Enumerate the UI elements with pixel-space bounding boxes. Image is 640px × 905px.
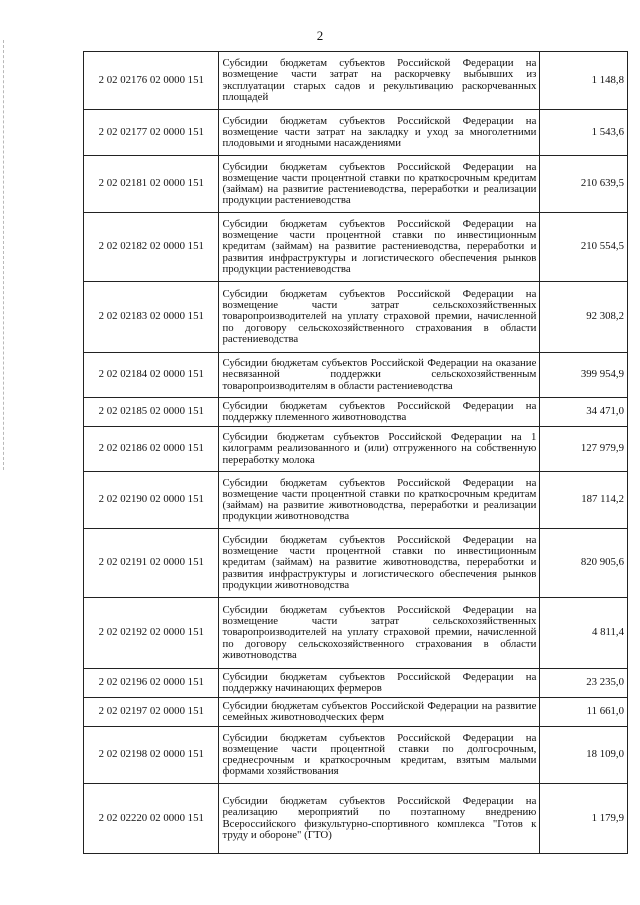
binding-edge-mark bbox=[3, 40, 5, 470]
amount-cell: 1 148,8 bbox=[540, 52, 628, 110]
budget-code-cell: 2 02 02190 02 0000 151 bbox=[84, 472, 219, 529]
table-row bbox=[84, 598, 628, 669]
amount-cell: 23 235,0 bbox=[540, 669, 628, 698]
amount-cell: 34 471,0 bbox=[540, 398, 628, 427]
budget-code-cell: 2 02 02182 02 0000 151 bbox=[84, 213, 219, 282]
revenue-name-cell: Субсидии бюджетам субъектов Российской Федерации на возмещение части процентной ставки по краткосрочным кредитам (займам) на развитие растениеводства, переработки и реализации продукции растениеводства bbox=[219, 156, 540, 213]
revenue-name-cell: Субсидии бюджетам субъектов Российской Федерации на возмещение части процентной ставки по инвестиционным кредитам (займам) на развитие животноводства, переработки и развития инфраструктуры и логистического обеспечения рынков продукции животноводства bbox=[219, 529, 540, 598]
budget-code-cell: 2 02 02184 02 0000 151 bbox=[84, 353, 219, 398]
revenue-name-cell: Субсидии бюджетам субъектов Российской Федерации на поддержку начинающих фермеров bbox=[219, 669, 540, 698]
budget-code-cell: 2 02 02197 02 0000 151 bbox=[84, 698, 219, 727]
table-row bbox=[84, 353, 628, 398]
amount-cell: 399 954,9 bbox=[540, 353, 628, 398]
budget-code-cell: 2 02 02191 02 0000 151 bbox=[84, 529, 219, 598]
revenue-name-cell: Субсидии бюджетам субъектов Российской Федерации на возмещение части процентной ставки по краткосрочным кредитам (займам) на развитие животноводства, переработки и реализации продукции животноводства bbox=[219, 472, 540, 529]
revenue-name-cell: Субсидии бюджетам субъектов Российской Федерации на возмещение части затрат на закладку и уход за многолетними плодовыми и ягодными насаждениями bbox=[219, 110, 540, 156]
revenue-name-cell: Субсидии бюджетам субъектов Российской Федерации на поддержку племенного животноводства bbox=[219, 398, 540, 427]
table-row bbox=[84, 52, 628, 110]
revenue-name-cell: Субсидии бюджетам субъектов Российской Федерации на реализацию мероприятий по поэтапному внедрению Всероссийского физкультурно-спортивного комплекса "Готов к труду и обороне" (ГТО) bbox=[219, 784, 540, 854]
amount-cell: 210 554,5 bbox=[540, 213, 628, 282]
budget-code-cell: 2 02 02183 02 0000 151 bbox=[84, 282, 219, 353]
amount-cell: 1 543,6 bbox=[540, 110, 628, 156]
table-row bbox=[84, 213, 628, 282]
table-row bbox=[84, 669, 628, 698]
table-row bbox=[84, 784, 628, 854]
amount-cell: 210 639,5 bbox=[540, 156, 628, 213]
revenue-name-cell: Субсидии бюджетам субъектов Российской Федерации на 1 килограмм реализованного и (или) отгруженного на собственную переработку молока bbox=[219, 427, 540, 472]
amount-cell: 820 905,6 bbox=[540, 529, 628, 598]
amount-cell: 127 979,9 bbox=[540, 427, 628, 472]
table-row bbox=[84, 698, 628, 727]
revenue-name-cell: Субсидии бюджетам субъектов Российской Федерации на возмещение части затрат сельскохозяйственных товаропроизводителей на уплату страховой премии, начисленной по договору сельскохозяйственного страхования в области животноводства bbox=[219, 598, 540, 669]
amount-cell: 4 811,4 bbox=[540, 598, 628, 669]
budget-code-cell: 2 02 02196 02 0000 151 bbox=[84, 669, 219, 698]
page-number: 2 bbox=[316, 28, 324, 43]
amount-cell: 1 179,9 bbox=[540, 784, 628, 854]
revenue-name-cell: Субсидии бюджетам субъектов Российской Федерации на возмещение части затрат сельскохозяйственных товаропроизводителей на уплату страховой премии, начисленной по договору сельскохозяйственного страхования в области растениеводства bbox=[219, 282, 540, 353]
table-row bbox=[84, 727, 628, 784]
budget-code-cell: 2 02 02185 02 0000 151 bbox=[84, 398, 219, 427]
table-row bbox=[84, 110, 628, 156]
revenue-name-cell: Субсидии бюджетам субъектов Российской Федерации на возмещение части процентной ставки по долгосрочным, среднесрочным и краткосрочным кредитам, взятым малыми формами хозяйствования bbox=[219, 727, 540, 784]
budget-code-cell: 2 02 02192 02 0000 151 bbox=[84, 598, 219, 669]
table-row bbox=[84, 156, 628, 213]
amount-cell: 187 114,2 bbox=[540, 472, 628, 529]
revenue-name-cell: Субсидии бюджетам субъектов Российской Федерации на возмещение части затрат на раскорчевку выбывших из эксплуатации старых садов и рекультивацию раскорчеванных площадей bbox=[219, 52, 540, 110]
budget-table bbox=[83, 51, 628, 854]
table-row bbox=[84, 398, 628, 427]
budget-code-cell: 2 02 02177 02 0000 151 bbox=[84, 110, 219, 156]
table-row bbox=[84, 427, 628, 472]
revenue-name-cell: Субсидии бюджетам субъектов Российской Федерации на оказание несвязанной поддержки сельскохозяйственным товаропроизводителям в области растениеводства bbox=[219, 353, 540, 398]
budget-code-cell: 2 02 02181 02 0000 151 bbox=[84, 156, 219, 213]
amount-cell: 11 661,0 bbox=[540, 698, 628, 727]
table-row bbox=[84, 529, 628, 598]
budget-code-cell: 2 02 02186 02 0000 151 bbox=[84, 427, 219, 472]
revenue-name-cell: Субсидии бюджетам субъектов Российской Федерации на развитие семейных животноводческих ферм bbox=[219, 698, 540, 727]
amount-cell: 92 308,2 bbox=[540, 282, 628, 353]
budget-code-cell: 2 02 02198 02 0000 151 bbox=[84, 727, 219, 784]
revenue-name-cell: Субсидии бюджетам субъектов Российской Федерации на возмещение части процентной ставки по инвестиционным кредитам (займам) на развитие растениеводства, переработки и развития инфраструктуры и логистического обеспечения рынков продукции растениеводства bbox=[219, 213, 540, 282]
budget-code-cell: 2 02 02176 02 0000 151 bbox=[84, 52, 219, 110]
table-row bbox=[84, 472, 628, 529]
table-row bbox=[84, 282, 628, 353]
amount-cell: 18 109,0 bbox=[540, 727, 628, 784]
budget-code-cell: 2 02 02220 02 0000 151 bbox=[84, 784, 219, 854]
